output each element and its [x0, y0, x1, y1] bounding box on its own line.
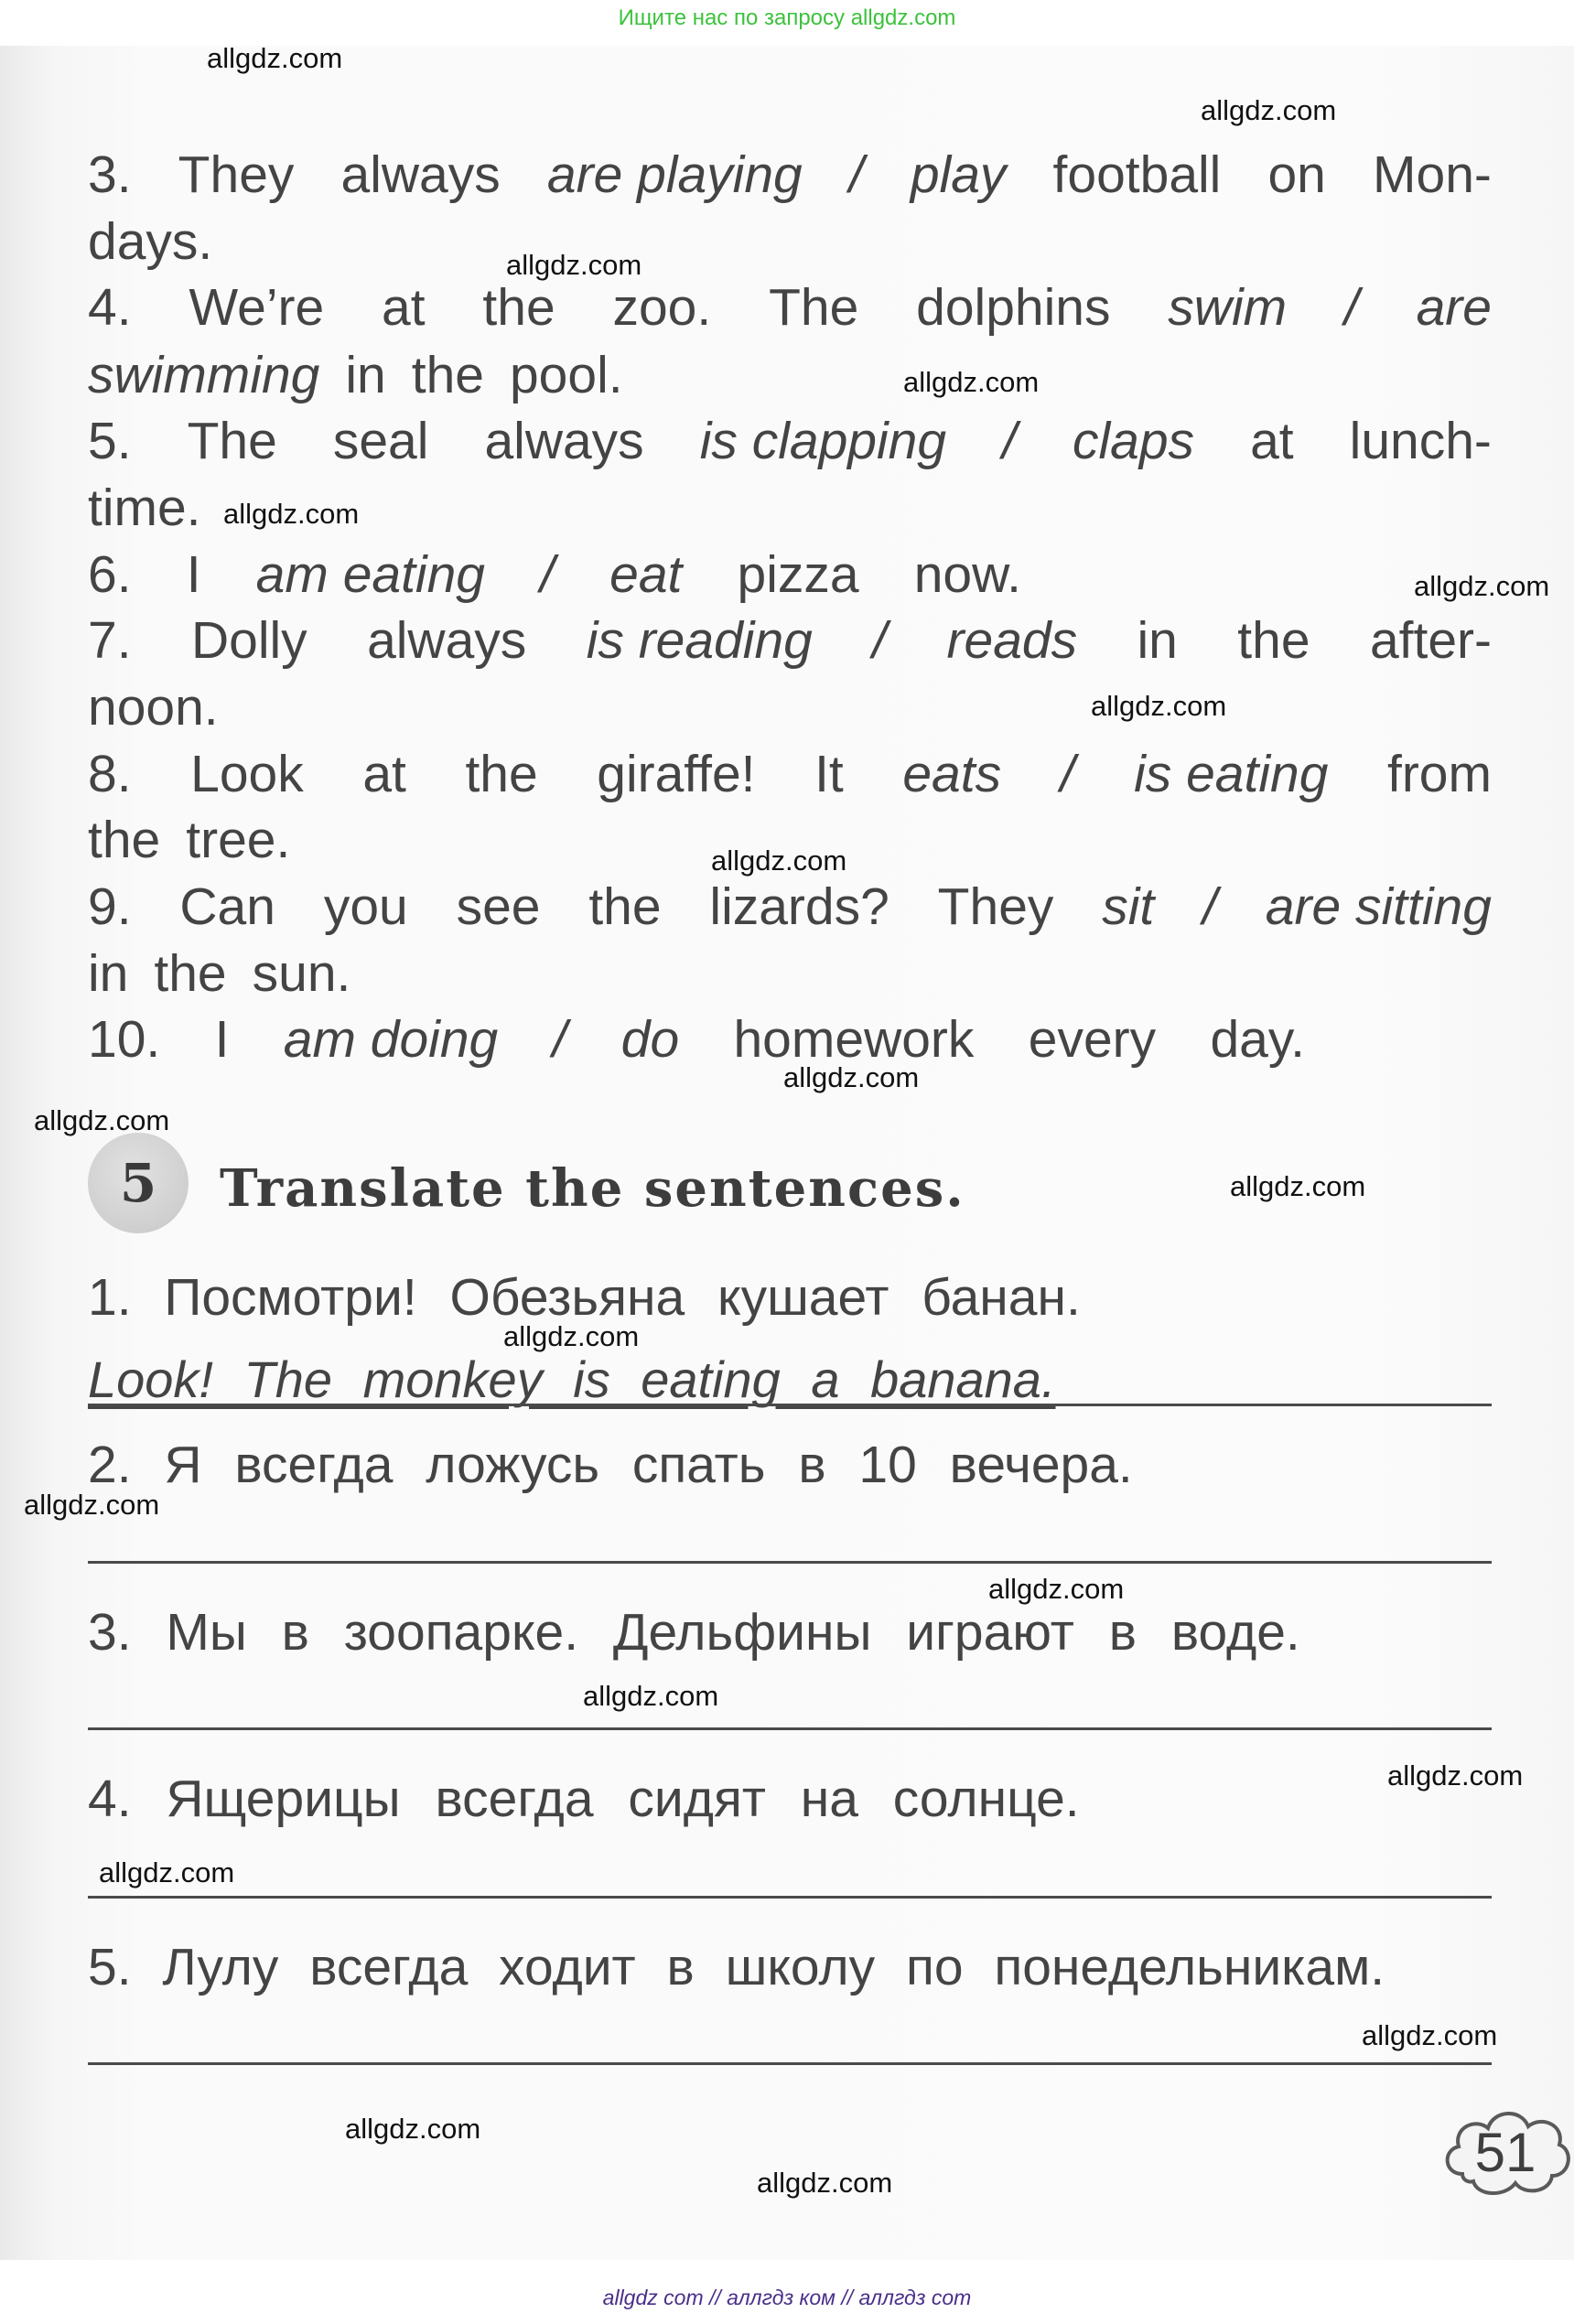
sentence-word: is eating — [1134, 745, 1329, 803]
sentence-word: swimming — [88, 346, 320, 404]
sentence-line — [88, 408, 1492, 474]
sentence-word: eats — [902, 745, 1002, 803]
sentence-word: on — [1267, 145, 1326, 204]
exercise-number-badge: 5 — [88, 1133, 189, 1233]
answer-line-3 — [88, 1727, 1492, 1730]
watermark: allgdz.com — [988, 1573, 1125, 1605]
sentence-word: / — [1343, 278, 1359, 337]
sentence-word: Mon- — [1373, 145, 1492, 204]
sentence-word: pool. — [509, 346, 623, 404]
translate-item-text: 5. Лулу всегда ходит в школу по понедельникам. — [88, 1938, 1385, 1996]
sentence-word: The — [187, 412, 277, 470]
translate-item-5 — [88, 1934, 1492, 2000]
sentence-word: see — [456, 877, 541, 936]
sentence-word: sun. — [252, 944, 351, 1003]
watermark: allgdz.com — [1201, 94, 1337, 126]
sentence-word: is clapping — [699, 412, 947, 470]
translate-answer-1: Look! The monkey is eating a banana. — [88, 1350, 1056, 1408]
page-number: 51 — [1474, 2121, 1536, 2183]
watermark: allgdz.com — [506, 249, 642, 281]
footer-links: allgdz com // аллгдз ком // аллгдз com — [602, 2286, 972, 2309]
sentence-word: 8. — [88, 745, 132, 803]
sentence-word: days. — [88, 212, 213, 271]
sentence-word: are playing — [546, 145, 803, 204]
sentence-word: claps — [1072, 412, 1195, 470]
sentence-word: play — [910, 145, 1007, 204]
answer-line-1 — [88, 1404, 1492, 1406]
sentence-word: / — [1002, 412, 1017, 470]
sentence-word: Look — [190, 745, 304, 803]
sentence-word: They — [178, 145, 295, 204]
sentence-word: the — [588, 877, 662, 936]
watermark: allgdz.com — [757, 2167, 893, 2199]
sentence-word: lunch- — [1349, 412, 1492, 470]
translate-item-text: 4. Ящерицы всегда сидят на солнце. — [88, 1770, 1080, 1828]
sentence-word: you — [323, 877, 408, 936]
sentence-word: / — [1202, 877, 1217, 936]
sentence-word: 4. — [88, 278, 132, 337]
sentence-line — [88, 274, 1492, 340]
watermark: allgdz.com — [207, 42, 343, 74]
sentence-word: at — [382, 278, 426, 337]
sentence-word: / — [848, 145, 864, 204]
sentence-line — [88, 608, 1492, 673]
sentence-word: I — [214, 1010, 230, 1069]
sentence-word: every — [1028, 1010, 1157, 1069]
sentence-word: / — [872, 611, 888, 670]
watermark: allgdz.com — [903, 366, 1040, 398]
sentence-word: homework — [733, 1010, 975, 1069]
sentence-word: 5. — [88, 412, 132, 470]
translate-item-text: 2. Я всегда ложусь спать в 10 вечера. — [88, 1436, 1133, 1494]
sentence-word: am eating — [255, 545, 485, 604]
sentence-word: always — [340, 145, 501, 204]
answer-line-4 — [88, 1896, 1492, 1899]
sentence-word: It — [814, 745, 844, 803]
sentence-line — [88, 142, 1492, 208]
watermark: allgdz.com — [1230, 1170, 1366, 1202]
sentence-word: Dolly — [190, 611, 307, 670]
watermark: allgdz.com — [503, 1320, 640, 1352]
sentence-word: tree. — [186, 811, 291, 869]
sentence-word: at — [362, 745, 406, 803]
sentence-word: 7. — [88, 611, 132, 670]
sentence-word: Can — [179, 877, 275, 936]
exercise-title: Translate the sentences. — [220, 1158, 965, 1219]
sentence-word: They — [937, 877, 1054, 936]
sentence-word: the — [154, 944, 227, 1003]
sentence-word: is reading — [586, 611, 813, 670]
sentence-line — [88, 874, 1492, 940]
sentence-word: / — [540, 545, 555, 604]
watermark: allgdz.com — [1362, 2019, 1498, 2051]
sentence-word: in — [1137, 611, 1178, 670]
watermark: allgdz.com — [1414, 570, 1550, 602]
sentence-line — [88, 674, 1492, 740]
sentence-word: I — [186, 545, 201, 604]
sentence-word: football — [1052, 145, 1222, 204]
sentence-word: after- — [1369, 611, 1492, 670]
sentence-word: in — [345, 346, 386, 404]
sentence-word: zoo. — [612, 278, 712, 337]
sentence-word: the — [465, 745, 538, 803]
sentence-word: sit — [1102, 877, 1155, 936]
sentence-word: the — [411, 346, 484, 404]
sentence-word: We’re — [189, 278, 325, 337]
sentence-word: 10. — [88, 1010, 161, 1069]
sentence-word: the — [1237, 611, 1310, 670]
sentence-word: swim — [1168, 278, 1288, 337]
watermark: allgdz.com — [34, 1104, 170, 1136]
sentence-word: always — [367, 611, 527, 670]
sentence-word: seal — [332, 412, 429, 470]
sentence-word: 6. — [88, 545, 132, 604]
sentence-word: day. — [1210, 1010, 1305, 1069]
sentence-word: The — [769, 278, 859, 337]
sentence-word: reads — [946, 611, 1078, 670]
sentence-word: from — [1386, 745, 1492, 803]
watermark: allgdz.com — [1387, 1759, 1524, 1791]
watermark: allgdz.com — [1091, 690, 1227, 722]
sentence-word: dolphins — [916, 278, 1111, 337]
sentence-word: eat — [609, 545, 683, 604]
watermark: allgdz.com — [583, 1680, 719, 1712]
sentence-word: 3. — [88, 145, 132, 204]
sentence-line — [88, 941, 1492, 1006]
sentence-line — [88, 741, 1492, 807]
sentence-word: now. — [913, 545, 1021, 604]
sentence-line — [88, 542, 1021, 608]
translate-item-text: 1. Посмотри! Обезьяна кушает банан. — [88, 1268, 1081, 1327]
sentence-word: / — [552, 1010, 567, 1069]
watermark: allgdz.com — [223, 498, 360, 530]
watermark: allgdz.com — [783, 1061, 920, 1093]
sentence-line — [88, 1006, 1305, 1072]
sentence-line — [88, 209, 1492, 274]
watermark: allgdz.com — [345, 2113, 481, 2145]
sentence-word: the — [88, 811, 161, 869]
page-number-badge — [1437, 2097, 1574, 2207]
sentence-word: / — [1060, 745, 1075, 803]
translate-item-2 — [88, 1432, 1492, 1498]
watermark: allgdz.com — [24, 1489, 160, 1521]
watermark: allgdz.com — [99, 1856, 235, 1888]
watermark: allgdz.com — [711, 845, 847, 877]
sentence-line — [88, 342, 1492, 408]
sentence-word: always — [484, 412, 644, 470]
sentence-word: giraffe! — [597, 745, 756, 803]
top-banner: Ищите нас по запросу allgdz.com — [618, 5, 956, 30]
translate-item-text: 3. Мы в зоопарке. Дельфины играют в воде. — [88, 1603, 1300, 1662]
translate-item-3 — [88, 1599, 1492, 1665]
sentence-word: at — [1250, 412, 1294, 470]
sentence-word: time. — [88, 479, 201, 537]
sentence-word: in — [88, 944, 129, 1003]
sentence-word: lizards? — [709, 877, 889, 936]
translate-item-4 — [88, 1766, 1492, 1832]
sentence-word: 9. — [88, 877, 132, 936]
sentence-word: noon. — [88, 678, 219, 737]
sentence-word: the — [482, 278, 555, 337]
sentence-word: am doing — [283, 1010, 499, 1069]
answer-line-2 — [88, 1561, 1492, 1564]
sentence-word: are — [1416, 278, 1492, 337]
sentence-word: do — [620, 1010, 680, 1069]
sentence-word: are sitting — [1265, 877, 1492, 936]
answer-line-5 — [88, 2062, 1492, 2065]
sentence-word: pizza — [737, 545, 859, 604]
